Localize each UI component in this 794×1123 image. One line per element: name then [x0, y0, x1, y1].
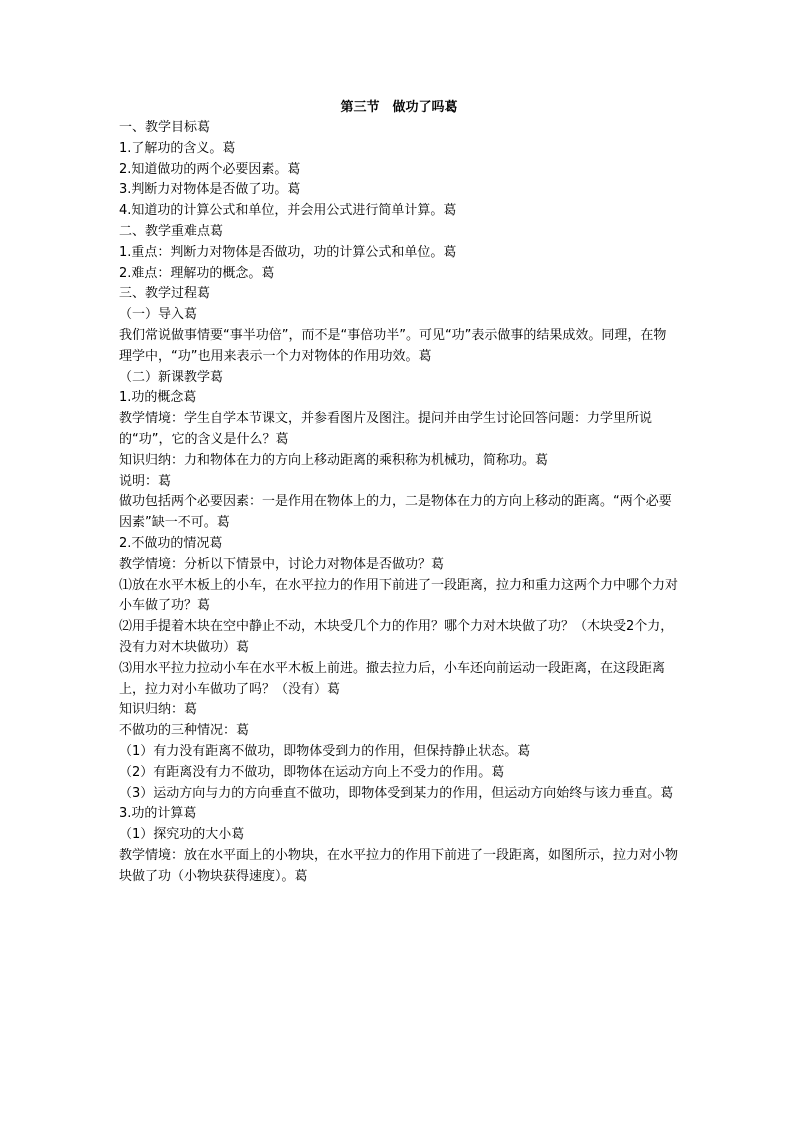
section-heading: 三、教学过程葛 — [119, 286, 211, 302]
objective-item: 2.知道做功的两个必要因素。葛 — [119, 161, 301, 177]
objective-item: 1.了解功的含义。葛 — [119, 140, 236, 156]
body-paragraph: 教学情境：学生自学本节课文，并参看图片及图注。提问并由学生讨论回答问题：力学里所说的“功”，它的含义是什么？葛 — [119, 411, 653, 447]
body-paragraph: 知识归纳：力和物体在力的方向上移动距离的乘积称为机械功，简称功。葛 — [119, 452, 549, 468]
topic-heading: 3.功的计算葛 — [119, 806, 197, 822]
section-heading: 一、教学目标葛 — [119, 120, 211, 135]
subtopic-heading: （1）探究功的大小葛 — [119, 827, 245, 843]
case-item: （2）有距离没有力不做功，即物体在运动方向上不受力的作用。葛 — [119, 764, 505, 780]
scenario-item: ⑵用手提着木块在空中静止不动，木块受几个力的作用？哪个力对木块做了功？（木块受2个力，没有力对木块做功）葛 — [119, 619, 674, 655]
topic-heading: 2.不做功的情况葛 — [119, 535, 223, 551]
case-item: （1）有力没有距离不做功，即物体受到力的作用，但保持静止状态。葛 — [119, 743, 531, 759]
scenario-item: ⑶用水平拉力拉动小车在水平木板上前进。撤去拉力后，小车还向前运动一段距离，在这段距离上，拉力对小车做功了吗？（没有）葛 — [119, 660, 666, 697]
body-paragraph: 教学情境：分析以下情景中，讨论力对物体是否做功？葛 — [119, 556, 445, 572]
topic-heading: 1.功的概念葛 — [119, 390, 197, 406]
body-paragraph: 说明：葛 — [119, 473, 172, 489]
body-paragraph: 不做功的三种情况：葛 — [119, 723, 250, 739]
document-page — [119, 98, 679, 887]
key-point-item: 1.重点：判断力对物体是否做功，功的计算公式和单位。葛 — [119, 244, 457, 260]
section-heading: 二、教学重难点葛 — [119, 223, 224, 239]
body-paragraph: 做功包括两个必要因素：一是作用在物体上的力，二是物体在力的方向上移动的距离。“两个必要因素”缺一不可。葛 — [119, 494, 672, 531]
objective-item: 3.判断力对物体是否做了功。葛 — [119, 182, 301, 198]
case-item: （3）运动方向与力的方向垂直不做功，即物体受到某力的作用，但运动方向始终与该力垂直。葛 — [119, 785, 674, 801]
page-title: 第三节 做功了吗葛 — [340, 100, 458, 115]
body-paragraph: 知识归纳：葛 — [119, 702, 198, 718]
objective-item: 4.知道功的计算公式和单位，并会用公式进行简单计算。葛 — [119, 203, 457, 219]
body-paragraph: 我们常说做事情要“事半功倍”，而不是“事倍功半”。可见“功”表示做事的结果成效。同理，在物理学中，“功”也用来表示一个力对物体的作用功效。葛 — [119, 327, 667, 364]
subsection-heading: （二）新课教学葛 — [119, 369, 224, 385]
difficulty-item: 2.难点：理解功的概念。葛 — [119, 265, 275, 281]
body-paragraph: 教学情境：放在水平面上的小物块，在水平拉力的作用下前进了一段距离，如图所示，拉力对小物块做了功（小物块获得速度）。葛 — [119, 847, 679, 884]
subsection-heading: （一）导入葛 — [119, 307, 198, 323]
scenario-item: ⑴放在水平木板上的小车，在水平拉力的作用下前进了一段距离，拉力和重力这两个力中哪个力对小车做了功？葛 — [119, 577, 679, 614]
